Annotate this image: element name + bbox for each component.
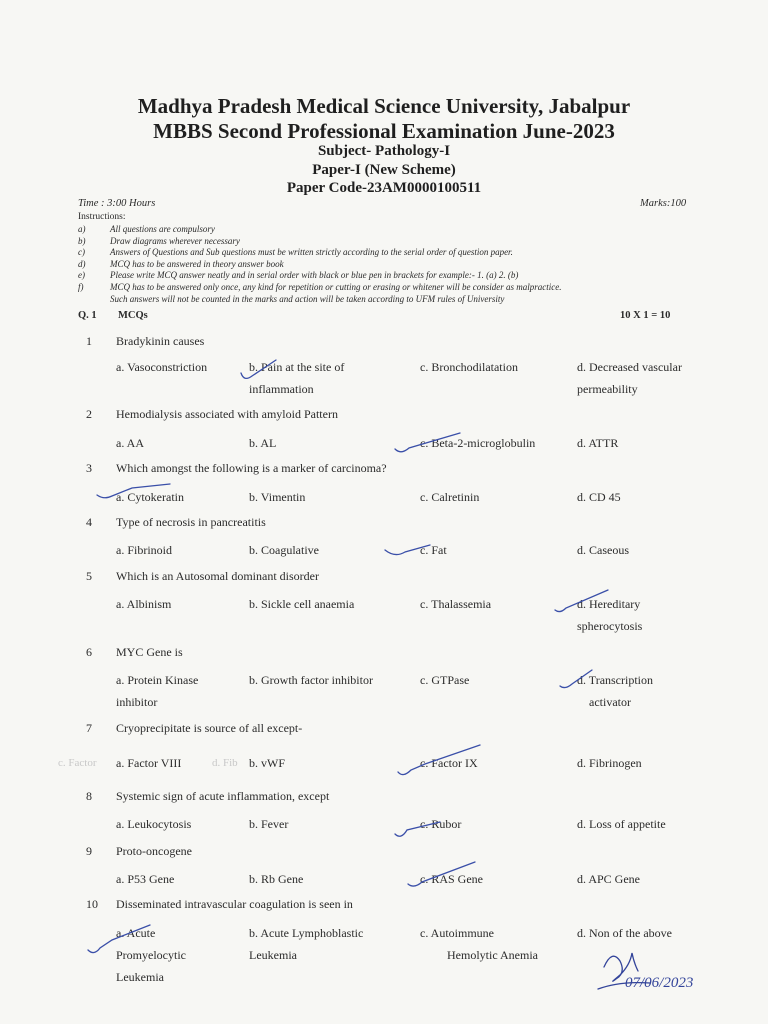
option-c: c. RAS Gene [420, 872, 483, 886]
option-b: b. Fever [249, 817, 289, 831]
option-c: c. Fat [420, 543, 447, 557]
option-a: a. Cytokeratin [116, 490, 184, 504]
question-number: 7 [86, 721, 92, 735]
option-b: b. AL [249, 436, 277, 450]
question-text: Systemic sign of acute inflammation, except [116, 789, 330, 803]
option-c: c. Beta-2-microglobulin [420, 436, 536, 450]
option-a: a. Factor VIII [116, 756, 182, 770]
option-d: d. Decreased vascular permeability [577, 360, 682, 396]
option-c: c. GTPase [420, 673, 470, 687]
option-c: c. Factor IX [420, 756, 478, 770]
option-a: a. Protein Kinase inhibitor [116, 673, 199, 709]
question-number: 6 [86, 645, 92, 659]
section-label: Q. 1 [78, 310, 97, 321]
option-a: a. Albinism [116, 597, 172, 611]
option-d: d. Transcription activator [577, 673, 654, 709]
question-text: Which is an Autosomal dominant disorder [116, 569, 319, 583]
question-text: Disseminated intravascular coagulation is seen in [116, 897, 353, 911]
instruction-item: f) MCQ has to be answered only once, any kind for repetition or cutting or erasing or whitener will be consider as malpractice. [78, 281, 562, 292]
option-d: d. Loss of appetite [577, 817, 666, 831]
question-number: 2 [86, 407, 92, 421]
paper-code: Paper Code-23AM0000100511 [286, 180, 482, 196]
section-marks: 10 X 1 = 10 [620, 310, 671, 321]
max-marks: Marks:100 [640, 198, 687, 209]
instruction-item: c) Answers of Questions and Sub questions must be written strictly according to the serial order of question paper. [78, 247, 513, 258]
option-b: b. Sickle cell anaemia [249, 597, 355, 611]
option-a: a. Fibrinoid [116, 543, 172, 557]
option-c: c. Bronchodilatation [420, 360, 518, 374]
option-b: b. Pain at the site of inflammation [249, 360, 345, 396]
option-a: a. P53 Gene [116, 872, 175, 886]
instruction-item: a) All questions are compulsory [78, 224, 215, 234]
question-number: 3 [86, 461, 92, 475]
option-d: d. Non of the above [577, 926, 672, 940]
instruction-item: Such answers will not be counted in the marks and action will be taken according to UFM rules of University [110, 293, 505, 304]
signature-date: 07/06/2023 [625, 975, 694, 991]
question-text: MYC Gene is [116, 645, 183, 659]
instruction-item: b) Draw diagrams wherever necessary [78, 235, 240, 246]
question-number: 10 [86, 897, 98, 911]
exam-title: MBBS Second Professional Examination June-2023 [153, 119, 615, 143]
question-text: Hemodialysis associated with amyloid Pattern [116, 407, 338, 421]
question-text: Proto-oncogene [116, 844, 192, 858]
instruction-item: e) Please write MCQ answer neatly and in serial order with black or blue pen in brackets for example:- 1. (a) 2. (b) [78, 270, 519, 281]
question-number: 8 [86, 789, 92, 803]
option-a: a. Acute Promyelocytic Leukemia [116, 926, 186, 984]
question-number: 4 [86, 515, 92, 529]
option-d: d. Fibrinogen [577, 756, 642, 770]
question-text: Type of necrosis in pancreatitis [116, 515, 266, 529]
university-name: Madhya Pradesh Medical Science University, Jabalpur [137, 94, 631, 118]
subject-line: Subject- Pathology-I [317, 143, 451, 159]
section-title: MCQs [118, 310, 148, 321]
question-number: 5 [86, 569, 92, 583]
question-text: Cryoprecipitate is source of all except- [116, 721, 303, 735]
option-c: c. Autoimmune Hemolytic Anemia [420, 926, 538, 962]
option-d: d. Hereditary spherocytosis [577, 597, 643, 633]
instructions-list [78, 224, 718, 305]
question-number: 9 [86, 844, 92, 858]
faint-bleed-text: d. Fib [212, 757, 238, 769]
faint-bleed-text: c. Factor [58, 757, 97, 769]
option-b: b. Acute Lymphoblastic Leukemia [249, 926, 364, 962]
option-b: b. Coagulative [249, 543, 319, 557]
option-a: a. Vasoconstriction [116, 360, 208, 374]
question-number: 1 [86, 334, 92, 348]
option-d: d. CD 45 [577, 490, 621, 504]
option-b: b. Growth factor inhibitor [249, 673, 373, 687]
instruction-item: d) MCQ has to be answered in theory answer book [78, 258, 284, 269]
option-d: d. APC Gene [577, 872, 640, 886]
option-c: c. Thalassemia [420, 597, 492, 611]
time-allowed: Time : 3:00 Hours [78, 198, 156, 209]
option-b: b. vWF [249, 756, 285, 770]
question-text: Bradykinin causes [116, 334, 205, 348]
option-a: a. AA [116, 436, 144, 450]
option-a: a. Leukocytosis [116, 817, 192, 831]
option-d: d. ATTR [577, 436, 619, 450]
instructions-title: Instructions: [78, 212, 126, 222]
question-text: Which amongst the following is a marker of carcinoma? [116, 461, 387, 475]
option-c: c. Calretinin [420, 490, 480, 504]
paper-line: Paper-I (New Scheme) [312, 162, 456, 178]
option-b: b. Vimentin [249, 490, 306, 504]
option-d: d. Caseous [577, 543, 629, 557]
option-c: c. Rubor [420, 817, 462, 831]
option-b: b. Rb Gene [249, 872, 304, 886]
